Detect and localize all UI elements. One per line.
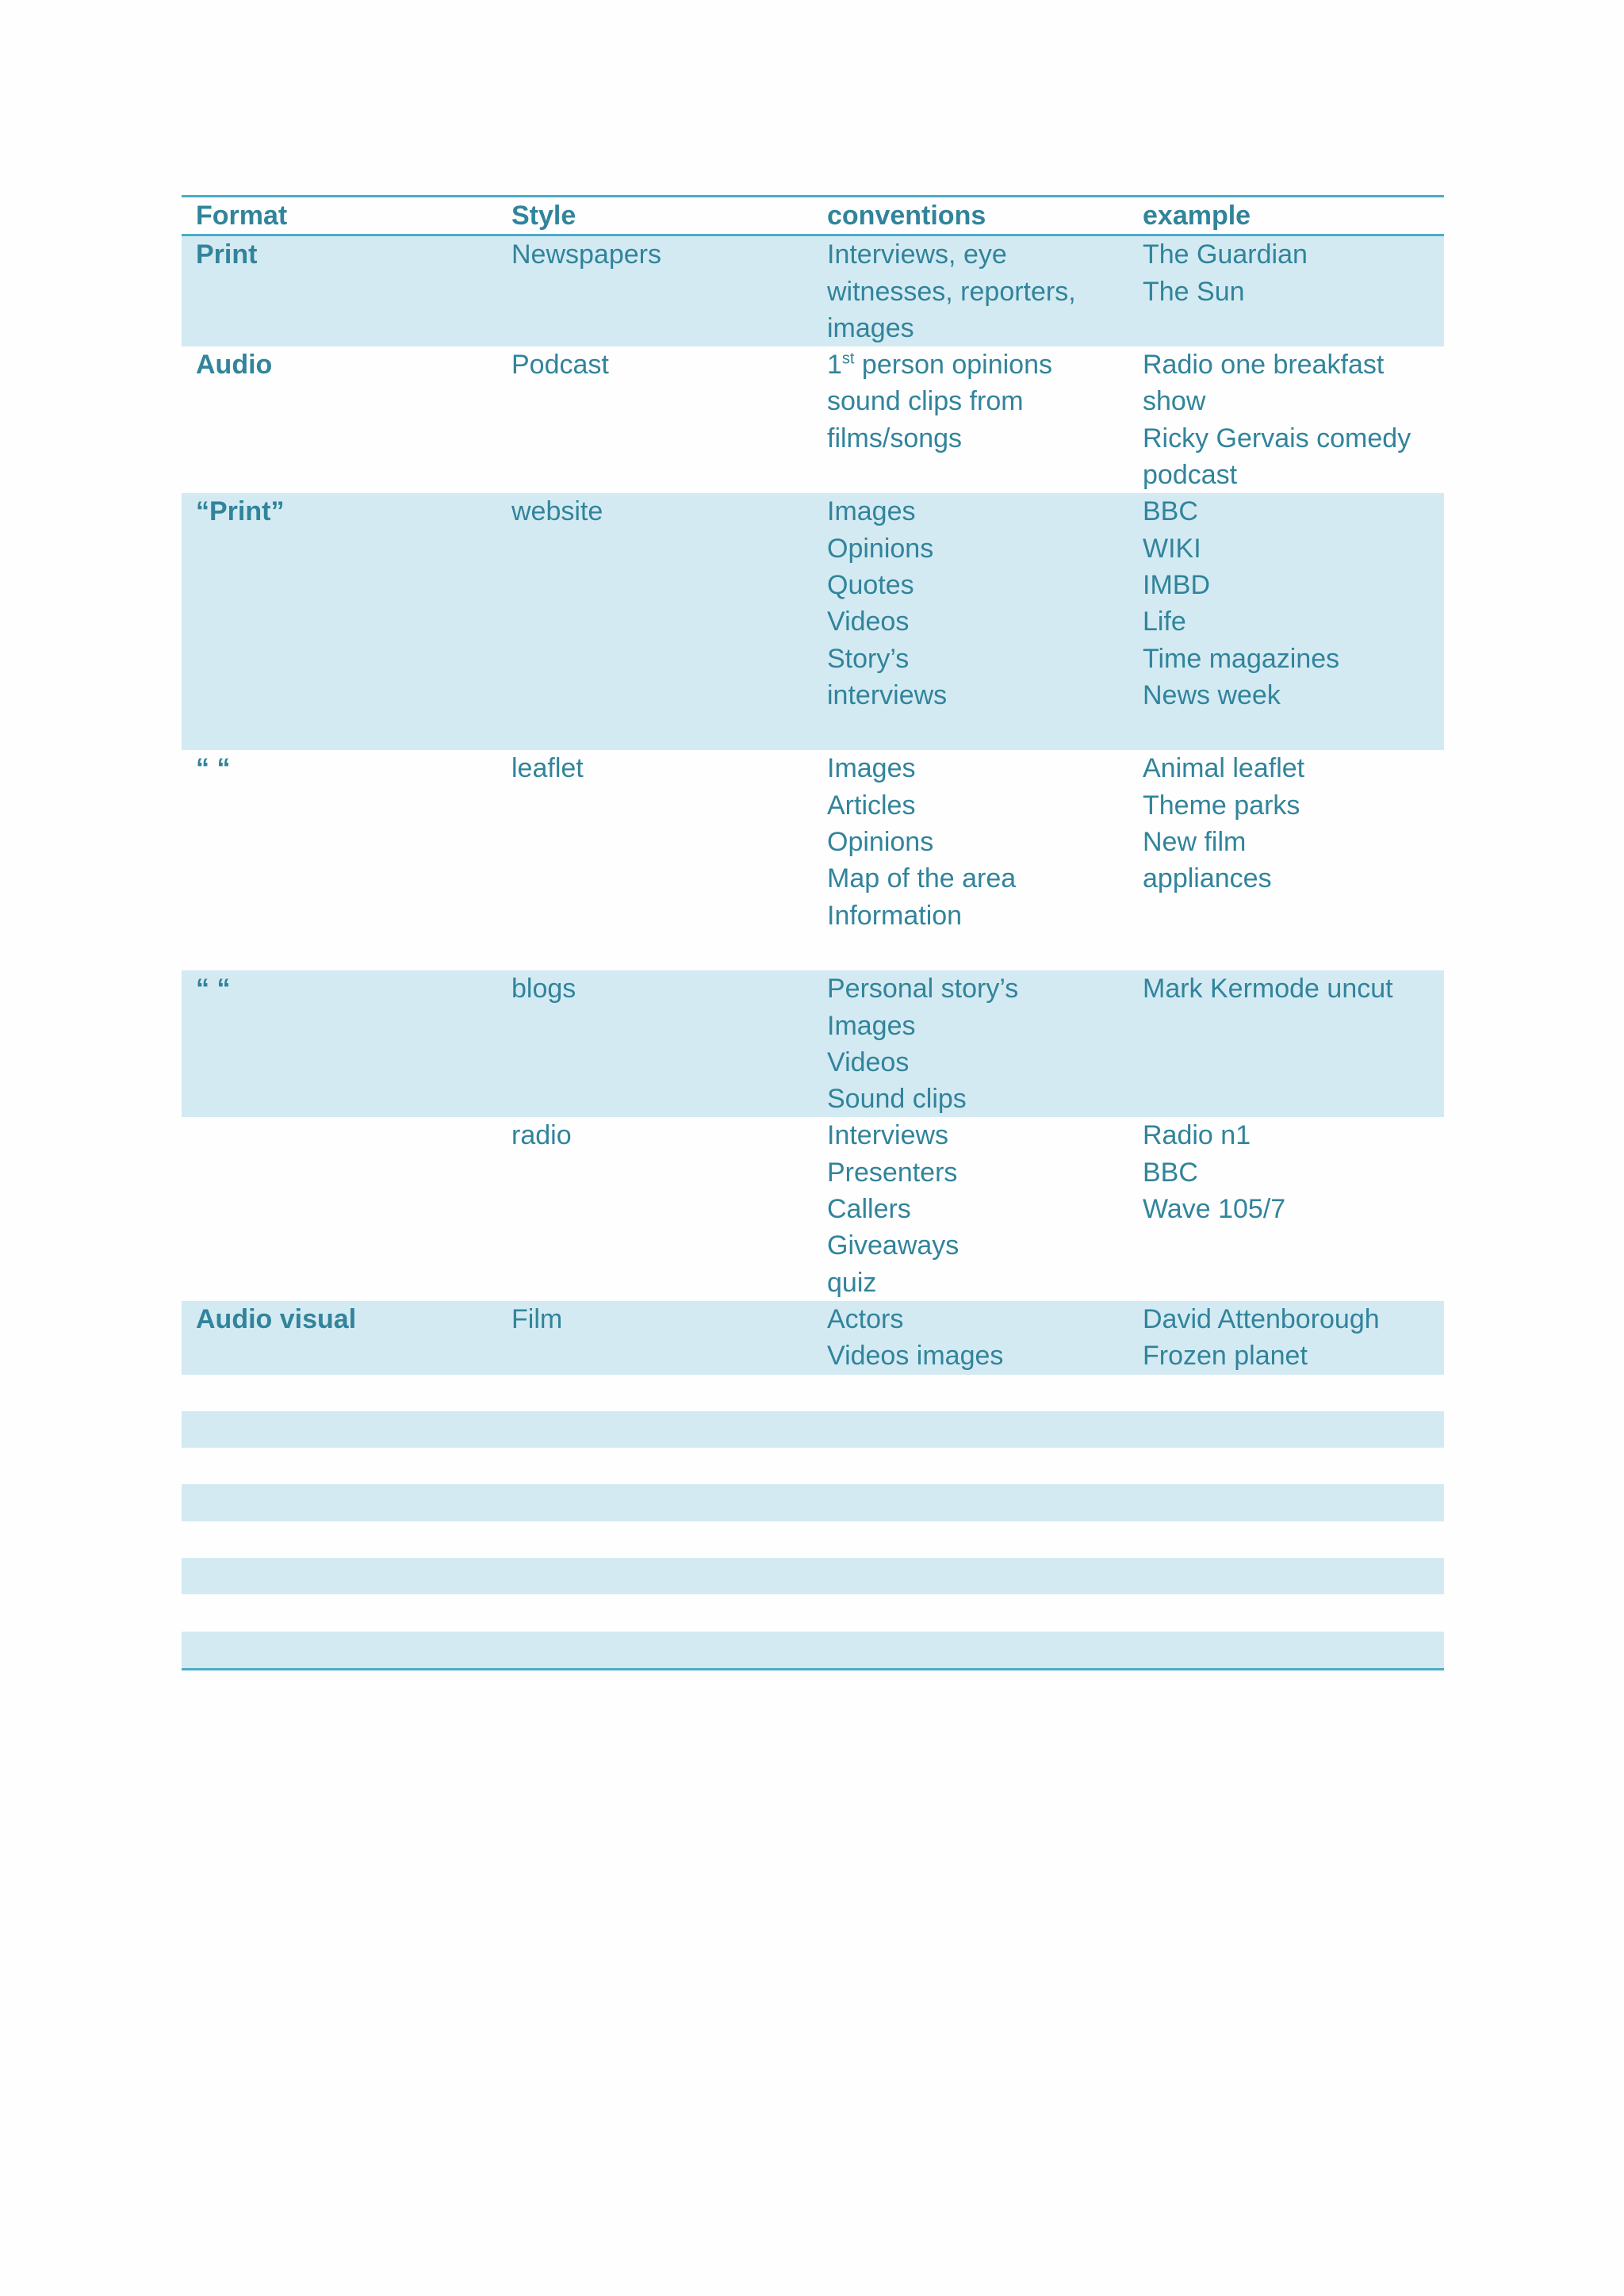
cell-conventions: [813, 1375, 1128, 1411]
cell-line: Frozen planet: [1143, 1341, 1308, 1372]
cell-format: [182, 1558, 497, 1594]
cell-style: [497, 346, 813, 493]
cell-line: sound clips from: [827, 386, 1024, 417]
cell-line: Giveaways: [827, 1230, 959, 1261]
table-row: [182, 1632, 1444, 1668]
cell-conventions: [813, 346, 1128, 493]
cell-example: [1128, 1558, 1444, 1594]
cell-line: The Sun: [1143, 276, 1245, 307]
cell-conventions: [813, 1632, 1128, 1668]
table-row: [182, 1375, 1444, 1411]
cell-example: [1128, 1632, 1444, 1668]
cell-line: Quotes: [827, 569, 914, 600]
cell-line: Life: [1143, 607, 1186, 637]
cell-line: Radio one breakfast: [1143, 350, 1385, 381]
cell-line: Presenters: [827, 1157, 958, 1188]
cell-line: IMBD: [1143, 569, 1210, 600]
cell-format: [182, 1521, 497, 1558]
cell-line: Radio n1: [1143, 1120, 1251, 1151]
cell-format: [182, 970, 497, 1117]
cell-line: Images: [827, 1010, 916, 1041]
cell-line: Articles: [827, 790, 916, 821]
cell-line: podcast: [1143, 460, 1238, 491]
cell-line: BBC: [1143, 1157, 1198, 1188]
cell-line: [827, 714, 1120, 750]
cell-format: [182, 493, 497, 750]
cell-example: [1128, 1594, 1444, 1631]
table-body: [182, 236, 1444, 1668]
cell-format: [182, 1448, 497, 1484]
cell-style: [497, 1301, 813, 1375]
cell-format: [182, 1484, 497, 1521]
cell-line: Story’s: [827, 643, 910, 674]
cell-line: Actors: [827, 1303, 904, 1334]
cell-line: Opinions: [827, 533, 934, 564]
cell-example: [1128, 750, 1444, 970]
header-conventions: conventions: [827, 201, 986, 231]
cell-conventions: [813, 1594, 1128, 1631]
cell-style: [497, 1117, 813, 1301]
cell-line: Mark Kermode uncut: [1143, 974, 1393, 1004]
text-rest: person opinions: [854, 350, 1052, 381]
cell-conventions: [813, 750, 1128, 970]
table-row: [182, 970, 1444, 1117]
cell-example: [1128, 1117, 1444, 1301]
cell-line: Callers: [827, 1194, 911, 1225]
cell-line: Opinions: [827, 827, 934, 858]
table-row: [182, 236, 1444, 346]
cell-line: Film: [511, 1303, 563, 1334]
cell-line: show: [1143, 386, 1206, 417]
cell-format: [182, 1117, 497, 1301]
cell-format: [182, 1632, 497, 1668]
cell-conventions: [813, 1117, 1128, 1301]
cell-line: appliances: [1143, 863, 1272, 894]
cell-style: [497, 1375, 813, 1411]
table-row: [182, 750, 1444, 970]
table-row: [182, 1484, 1444, 1521]
cell-line: Information: [827, 900, 963, 931]
cell-style: [497, 1484, 813, 1521]
cell-format: [182, 1594, 497, 1631]
cell-line: News week: [1143, 679, 1281, 710]
table-row: [182, 493, 1444, 750]
cell-line: Map of the area: [827, 863, 1017, 894]
cell-line: images: [827, 312, 914, 343]
cell-line: David Attenborough: [1143, 1303, 1380, 1334]
cell-example: [1128, 346, 1444, 493]
table-row: [182, 1558, 1444, 1594]
table-row: [182, 1521, 1444, 1558]
cell-conventions: [813, 1411, 1128, 1448]
cell-style: [497, 236, 813, 346]
cell-conventions: [813, 1448, 1128, 1484]
table-header-row: [182, 197, 1444, 236]
cell-line: quiz: [827, 1267, 877, 1298]
cell-format: [182, 1375, 497, 1411]
cell-line: [827, 934, 1120, 970]
table-row: [182, 1448, 1444, 1484]
cell-style: [497, 1558, 813, 1594]
cell-conventions: [813, 970, 1128, 1117]
cell-line: The Guardian: [1143, 239, 1308, 270]
cell-line: Podcast: [511, 350, 609, 381]
header-example: example: [1143, 201, 1251, 231]
table-row: [182, 1301, 1444, 1375]
cell-style: [497, 493, 813, 750]
cell-style: [497, 750, 813, 970]
header-format: Format: [196, 201, 288, 231]
cell-example: [1128, 1448, 1444, 1484]
cell-line: “ “: [196, 974, 231, 1004]
cell-line: Wave 105/7: [1143, 1194, 1286, 1225]
cell-line: Personal story’s: [827, 974, 1019, 1004]
cell-format: [182, 1411, 497, 1448]
cell-example: [1128, 1301, 1444, 1375]
cell-line: BBC: [1143, 496, 1198, 527]
cell-example: [1128, 970, 1444, 1117]
cell-conventions: [813, 1521, 1128, 1558]
cell-line: Sound clips: [827, 1084, 967, 1115]
cell-style: [497, 1632, 813, 1668]
cell-line: Time magazines: [1143, 643, 1340, 674]
cell-style: [497, 970, 813, 1117]
cell-line: leaflet: [511, 753, 584, 784]
cell-line: Videos: [827, 607, 910, 637]
table-row: [182, 1411, 1444, 1448]
cell-line: Interviews: [827, 1120, 949, 1151]
cell-line: Audio visual: [196, 1303, 357, 1334]
cell-style: [497, 1594, 813, 1631]
cell-conventions: [813, 1558, 1128, 1594]
cell-format: [182, 1301, 497, 1375]
cell-conventions: [813, 236, 1128, 346]
cell-line: WIKI: [1143, 533, 1201, 564]
cell-style: [497, 1521, 813, 1558]
cell-line: Audio: [196, 350, 273, 381]
cell-style: [497, 1411, 813, 1448]
cell-line: films/songs: [827, 423, 963, 453]
cell-format: [182, 346, 497, 493]
cell-line: “ “: [196, 753, 231, 784]
cell-line: Ricky Gervais comedy: [1143, 423, 1411, 453]
cell-line: Theme parks: [1143, 790, 1300, 821]
cell-line: Videos: [827, 1047, 910, 1077]
cell-line: witnesses, reporters,: [827, 276, 1076, 307]
cell-line: New film: [1143, 827, 1247, 858]
table-row: [182, 1594, 1444, 1631]
cell-format: [182, 236, 497, 346]
cell-example: [1128, 1375, 1444, 1411]
cell-line: radio: [511, 1120, 572, 1151]
cell-line: Images: [827, 753, 916, 784]
cell-format: [182, 750, 497, 970]
cell-conventions: [813, 493, 1128, 750]
cell-line: Images: [827, 496, 916, 527]
cell-line: Interviews, eye: [827, 239, 1007, 270]
cell-conventions: [813, 1484, 1128, 1521]
cell-line: Newspapers: [511, 239, 661, 270]
cell-line: Print: [196, 239, 258, 270]
table-row: [182, 346, 1444, 493]
cell-conventions: [813, 1301, 1128, 1375]
cell-style: [497, 1448, 813, 1484]
cell-line: “Print”: [196, 496, 285, 527]
cell-line: interviews: [827, 679, 948, 710]
cell-example: [1128, 1484, 1444, 1521]
media-formats-table: [182, 195, 1444, 1670]
cell-line: blogs: [511, 974, 576, 1004]
cell-example: [1128, 493, 1444, 750]
cell-example: [1128, 236, 1444, 346]
text-main: 1: [827, 350, 842, 381]
header-style: Style: [511, 201, 576, 231]
cell-line: Videos images: [827, 1341, 1004, 1372]
cell-line: Animal leaflet: [1143, 753, 1305, 784]
cell-line: website: [511, 496, 603, 527]
text-superscript: st: [841, 350, 855, 368]
table-row: [182, 1117, 1444, 1301]
cell-line: [827, 346, 1120, 383]
cell-example: [1128, 1521, 1444, 1558]
cell-example: [1128, 1411, 1444, 1448]
